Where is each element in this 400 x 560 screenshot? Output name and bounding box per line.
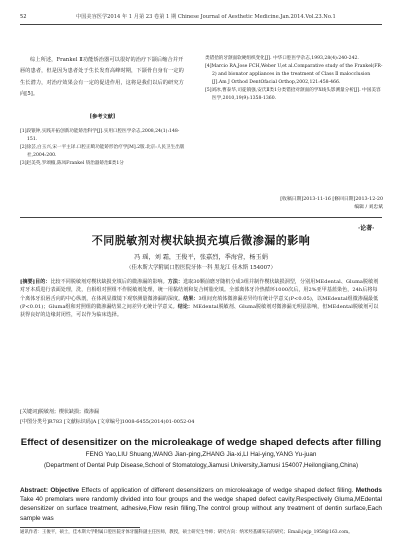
result-label: 结果：	[183, 295, 199, 302]
abstract-en-label: Abstract:	[20, 487, 49, 494]
method-text: 选取30颗前磨牙随机分成3组并制作楔状缺损洞型，分别用MEdental、Gluma脱敏剂对牙本质进行表面处理，洗，自相组对照组不作脱敏剂处理，统一用黏结剂和复合树脂充填。全部离体牙冷热循环1000次后，用2%亚甲基蓝染色，24h后将每个离体牙沿唇舌向的中心纵剖，在体视显微镜下观察测量微渗漏的深度。	[20, 279, 379, 302]
conclusion-text: MEdental脱敏剂、Gluma脱敏剂对微渗漏无明显影响，但MEdental脱敏剂可以获得良好的边缘封闭性，可以作为临床选择。	[20, 303, 379, 319]
classification-codes: [中图分类号]R783 [文献标识码]A [文章编号]1008-6455(2014)01-0052-04	[20, 419, 195, 425]
right-column	[205, 55, 383, 104]
reference-item: [3]赵美英,罗颂椒,陈凤Frankel 矫治器矫治Ⅱ类1分	[20, 161, 124, 166]
abstract-cn	[20, 278, 382, 319]
article-dates	[205, 196, 383, 211]
authors-en: FENG Yao,LIU Shuang,WANG Jian-ping,ZHANG Jia-xi,LI Hai-ying,YANG Yu-juan	[85, 451, 317, 458]
objective-label: 目的：	[35, 279, 51, 285]
conclusion-label: 结论：	[177, 303, 194, 310]
header-rule	[20, 24, 382, 25]
objective-en-text: Effects of application of different desensitizers on microleakage of wedge shaped defect filling.	[81, 487, 354, 494]
keywords-cn: [关键词]脱敏剂；楔状缺损；微渗漏	[20, 409, 99, 415]
column-tag: ·论著·	[358, 225, 375, 232]
affiliation-en: (Department of Dental Pulp Disease,School of Stomatology,Jiamusi University,Jiamusi 154007,Heilongjiang,China)	[43, 462, 359, 469]
reference-item: 类错拾的牙颌面软硬组织变化[J]. 中华口腔医学杂志,1993,28(4):240-242.	[205, 56, 359, 61]
journal-title: 中国美容医学2014 年 1 月第 23 卷第 1 期 Chinese Journal of Aesthetic Medicine.Jan.2014.Vol.23.No.1	[76, 14, 336, 20]
article-title-en: Effect of desensitizer on the microleakage of wedge shaped defects after filling	[20, 437, 382, 448]
page-number: 52	[20, 14, 27, 20]
left-column	[20, 55, 185, 168]
result-text: 3组间充填体微渗漏差异均有统计学意义(P<0.05)，以MEdental组微渗漏最低(P<0.01)；Gluma组和对照组的微渗漏结果之间差异无统计学意义。	[20, 295, 379, 310]
reference-item: [5]刘冰,曹泰华,司徒镇强,安氏Ⅱ类1分类错拾对颌面的学X线头影测量分析[J]. 中国美容医学,2010,19(9):1358-1360.	[205, 88, 381, 102]
methods-en-label: Methods	[355, 487, 382, 494]
section-rule	[20, 217, 382, 218]
references-heading: [参考文献]	[89, 113, 116, 120]
reference-item: [4]Marcio RA,Jose FCH,Weber U,et al.Comparative study of the Frankel(FR-2) and bionator appliances in the treatment of Class Ⅱ malocclusion [J].Am J Orthod DentOfacial Orthop,2002,121:458-466.	[205, 64, 383, 86]
reference-item: [2]徐芸,白玉兴,宋一平主译.口腔正畸功能矫形治疗学[M].2版.北京:人民卫生出版社,2004:200.	[20, 144, 185, 158]
objective-text: 比较不同脱敏剂对楔状缺损充填后的微渗漏的影响。	[50, 279, 168, 285]
abstract-label: [摘要]	[20, 279, 36, 285]
authors-cn: 冯 瑶，刘 霜，王俊平，张嘉烈，季海营，杨玉娟	[134, 254, 268, 261]
editor-credit: 编辑 / 刘忠斌	[354, 204, 383, 210]
methods-en-text: Take 40 premolars were randomly divided into four groups and the wedge shaped defect cavity.Respectively Gluma,MEdental desensitizer on surface treatment, adhesive,Flow resin filling,The control group without any treatment of dentin surface,Each sample was	[20, 496, 382, 522]
reference-item: [1]段银钟,实践开拓创新功能矫治科学[J].实用口腔医学杂志,2008,24(1):148-151.	[20, 128, 180, 142]
abstract-en	[20, 486, 382, 523]
footnote: 通讯作者：王俊平，硕士，佳木斯大学附属口腔医院牙体牙髓科副主任医师，教授，硕士研究生导师；研究方向：纳米羟基磷灰石的研究；Email:jwjp_1958@163.com。	[20, 530, 353, 535]
article-title-cn: 不同脱敏剂对楔状缺损充填后微渗漏的影响	[91, 234, 311, 247]
affiliation-cn: （佳木斯大学附属口腔医院牙体一科 黑龙江 佳木斯 154007）	[126, 265, 276, 271]
footnote-rule	[20, 527, 140, 528]
received-revised-dates: [收稿日期]2013-11-16 [修回日期]2013-12-20	[280, 197, 383, 202]
method-label: 方法：	[167, 279, 184, 285]
conclusion-paragraph: 综上所述，Frankel Ⅱ功能矫治器可以很好的治疗下颌后缩合并开唇的患者，但是因为患者处于生长发育高峰时期，下颌骨自身有一定的生长潜力，对治疗效果会有一定的促进作用，这将是我们以后的研究方向[5]。	[20, 57, 184, 98]
objective-en-label: Objective	[50, 487, 80, 494]
